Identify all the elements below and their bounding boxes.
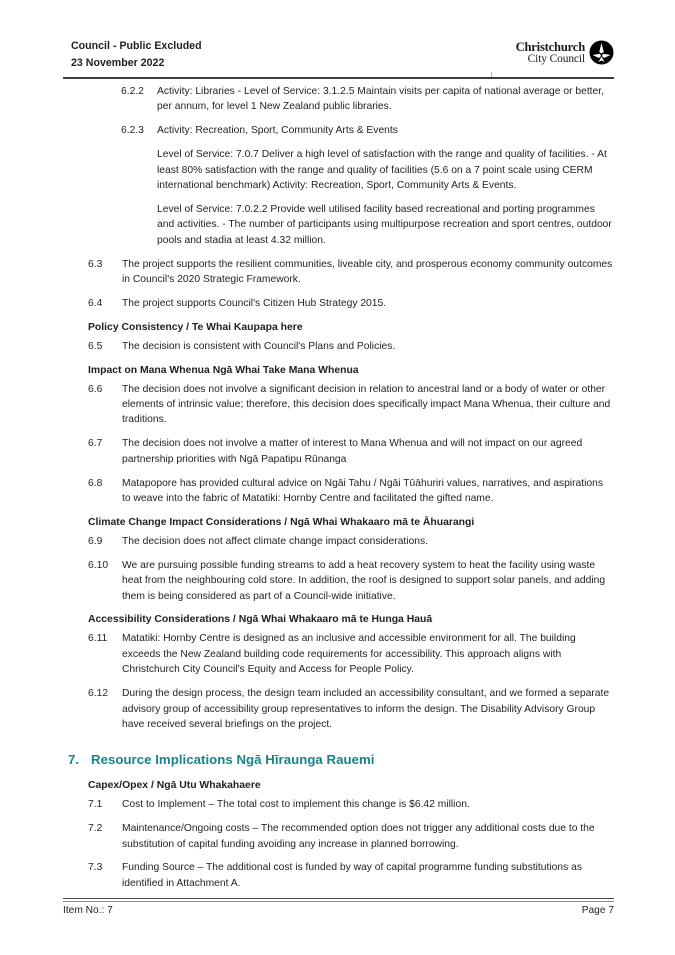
clause-row xyxy=(88,296,614,311)
clause-text: Matapopore has provided cultural advice on Ngāi Tahu / Ngāi Tūāhuriri values, narratives, and aspirations to weave into the fabric of Matatiki: Hornby Centre and facilitated the gifted name. xyxy=(122,477,603,505)
clause-number: 6.7 xyxy=(88,438,103,450)
clause-text: Activity: Libraries - Level of Service: 3.1.2.5 Maintain visits per capita of national average or better, per annum, for level 1 New Zealand public libraries. xyxy=(157,86,604,113)
clause-text: The decision is consistent with Council's Plans and Policies. xyxy=(122,340,396,352)
logo-word-city-council: City Council xyxy=(527,52,585,65)
clause-number: 6.12 xyxy=(88,688,109,700)
clause-paragraph: Level of Service: 7.0.2.2 Provide well utilised facility based recreational and porting programmes and activities. - The number of participants using multipurpose recreation and sport centres, outdoor pools and stadia at least 4.32 million. xyxy=(157,203,612,246)
clause-row xyxy=(88,476,614,507)
clause-row xyxy=(88,631,614,677)
clause-number: 6.8 xyxy=(88,477,103,489)
clause-number: 6.3 xyxy=(88,258,103,270)
header-divider xyxy=(63,77,614,79)
clause-text: Funding Source – The additional cost is funded by way of capital programme funding substitutions as identified in Attachment A. xyxy=(122,862,583,889)
clause-row xyxy=(121,84,614,115)
footer-divider-bottom xyxy=(63,901,614,902)
footer-divider-top xyxy=(63,898,614,899)
clause-text: Activity: Recreation, Sport, Community Arts & Events xyxy=(157,125,398,137)
clause-row xyxy=(88,797,614,812)
header-meeting-date: 23 November 2022 xyxy=(71,56,165,69)
clause-row xyxy=(121,123,614,138)
clause-number: 7.2 xyxy=(88,823,103,835)
clause-number: 6.9 xyxy=(88,535,103,547)
clause-row xyxy=(88,436,614,467)
clause-row xyxy=(88,558,614,604)
clause-text: The decision does not involve a matter of interest to Mana Whenua and will not impact on our agreed partnership priorities with Ngā Papatipu Rūnanga xyxy=(122,438,583,465)
clause-paragraph: Level of Service: 7.0.7 Deliver a high level of satisfaction with the range and quality of facilities. - At least 80% satisfaction with the range and quality of facilities (5.6 on a 7 point scale using CERM international benchmark) Activity: Recreation, Sport, Community Arts & Events. xyxy=(157,149,607,192)
clause-text: Cost to Implement – The total cost to implement this change is $6.42 million. xyxy=(122,799,470,811)
clause-row xyxy=(88,382,614,428)
subheading-mana-whenua: Impact on Mana Whenua Ngā Whai Take Mana Whenua xyxy=(88,364,359,376)
clause-row xyxy=(88,339,614,354)
clause-number: 6.11 xyxy=(88,633,108,645)
clause-text: During the design process, the design team included an accessibility consultant, and we formed a separate advisory group of accessibility group representatives to inform the design. The Disability Advisory Group have received several briefings on the project. xyxy=(122,688,610,730)
clause-number: 6.10 xyxy=(88,559,109,571)
christchurch-city-council-logo-mark-icon xyxy=(589,40,614,65)
document-content xyxy=(63,84,614,900)
clause-row xyxy=(88,686,614,732)
clause-number: 7.1 xyxy=(88,799,103,811)
clause-number: 6.4 xyxy=(88,297,103,309)
clause-text: The decision does not affect climate change impact considerations. xyxy=(122,535,429,547)
logo-word-christchurch: Christchurch xyxy=(515,39,585,54)
clause-text: Maintenance/Ongoing costs – The recommended option does not trigger any additional costs due to the substitution of capital funding avoiding any increase in planned borrowing. xyxy=(122,823,595,850)
section-heading-resource-implications xyxy=(68,751,614,769)
clause-number: 7.3 xyxy=(88,862,103,874)
council-logo-text xyxy=(516,41,585,65)
clause-text: The project supports the resilient communities, liveable city, and prosperous economy community outcomes in Council's 2020 Strategic Framework. xyxy=(122,258,613,286)
clause-number: 6.6 xyxy=(88,383,103,395)
footer-item-number: Item No.: 7 xyxy=(63,905,113,916)
clause-number: 6.5 xyxy=(88,340,103,352)
section-title: Resource Implications Ngā Hīraunga Rauemi xyxy=(91,752,375,768)
clause-text: The decision does not involve a significant decision in relation to ancestral land or a body of water or other elements of intrinsic value; therefore, this decision does specifically impact Mana Whenua, their culture and traditions. xyxy=(122,383,611,426)
footer-row xyxy=(63,904,614,918)
clause-number: 6.2.3 xyxy=(121,125,144,137)
clause-row xyxy=(88,821,614,852)
clause-row xyxy=(88,257,614,288)
clause-row xyxy=(88,860,614,891)
subheading-climate-change: Climate Change Impact Considerations / Ngā Whai Whakaaro mā te Āhuarangi xyxy=(88,516,475,528)
council-logo xyxy=(516,40,614,65)
subheading-policy-consistency: Policy Consistency / Te Whai Kaupapa here xyxy=(88,321,303,333)
header-title-block xyxy=(71,38,202,71)
section-number: 7. xyxy=(68,752,79,768)
clause-text: We are pursuing possible funding streams to add a heat recovery system to heat the facility using waste heat from the neighbouring cold store. In addition, the roof is designed to support solar panels, and adding them is being considered as part of a Council-wide initiative. xyxy=(122,559,606,602)
subheading-capex-opex: Capex/Opex / Ngā Utu Whakahaere xyxy=(88,780,261,792)
clause-text: Matatiki: Hornby Centre is designed as an inclusive and accessible environment for all. The building exceeds the New Zealand building code requirements for accessibility. This approach aligns with Christchurch City Council's Equity and Access for People Policy. xyxy=(122,633,576,676)
footer-page-number: Page 7 xyxy=(581,905,614,916)
clause-row xyxy=(88,534,614,549)
clause-number: 6.2.2 xyxy=(121,86,144,97)
subheading-accessibility: Accessibility Considerations / Ngā Whai Whakaaro mā te Hunga Hauā xyxy=(88,614,433,626)
clause-text: The project supports Council's Citizen Hub Strategy 2015. xyxy=(122,297,387,309)
header-meeting-name: Council - Public Excluded xyxy=(71,40,202,52)
page-header xyxy=(63,38,614,78)
